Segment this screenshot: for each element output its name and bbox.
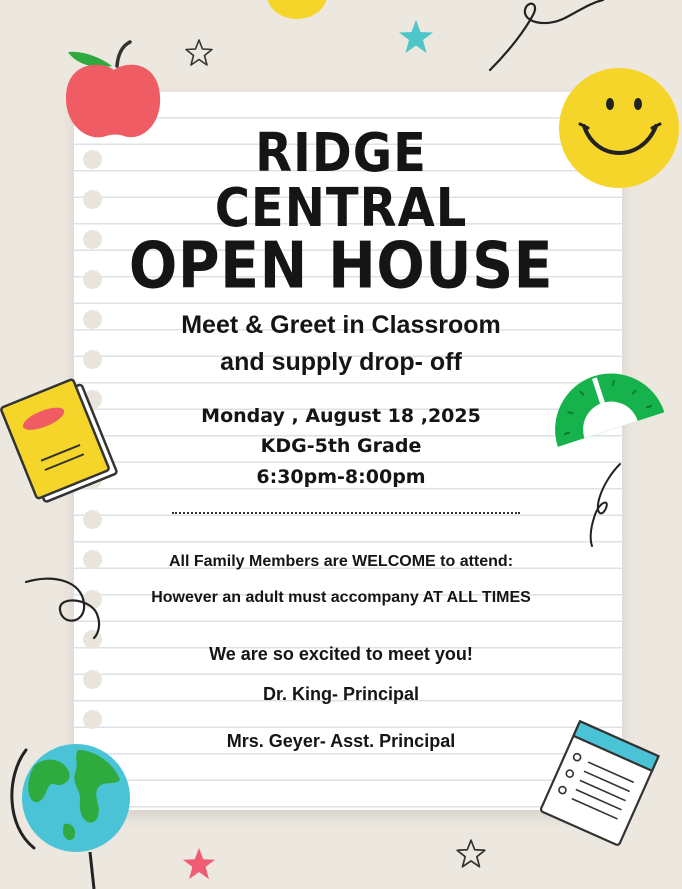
- star-icon: [183, 38, 215, 68]
- title-line-1: RIDGE: [255, 121, 427, 185]
- star-icon: [454, 838, 488, 870]
- event-time: 6:30pm-8:00pm: [256, 466, 426, 488]
- globe-icon: [4, 736, 144, 889]
- asst-principal-name: Mrs. Geyer- Asst. Principal: [226, 731, 456, 751]
- sun-icon: [262, 0, 332, 24]
- principal-name: Dr. King- Principal: [262, 684, 420, 704]
- subtitle-line-1: Meet & Greet in Classroom: [181, 311, 501, 339]
- event-date: Monday , August 18 ,2025: [201, 405, 481, 427]
- squiggle-icon: [485, 0, 605, 75]
- subtitle-line-2: and supply drop- off: [220, 348, 462, 376]
- excited-note: We are so excited to meet you!: [209, 644, 473, 664]
- welcome-note: All Family Members are WELCOME to attend:: [168, 553, 514, 570]
- event-grades: KDG-5th Grade: [260, 435, 422, 457]
- adult-note: However an adult must accompany AT ALL TIMES: [151, 589, 531, 606]
- star-icon: [180, 846, 218, 882]
- title-line-2: CENTRAL: [214, 176, 468, 240]
- dotted-divider: [172, 512, 520, 514]
- title-line-3: OPEN HOUSE: [128, 229, 554, 303]
- star-icon: [396, 18, 436, 56]
